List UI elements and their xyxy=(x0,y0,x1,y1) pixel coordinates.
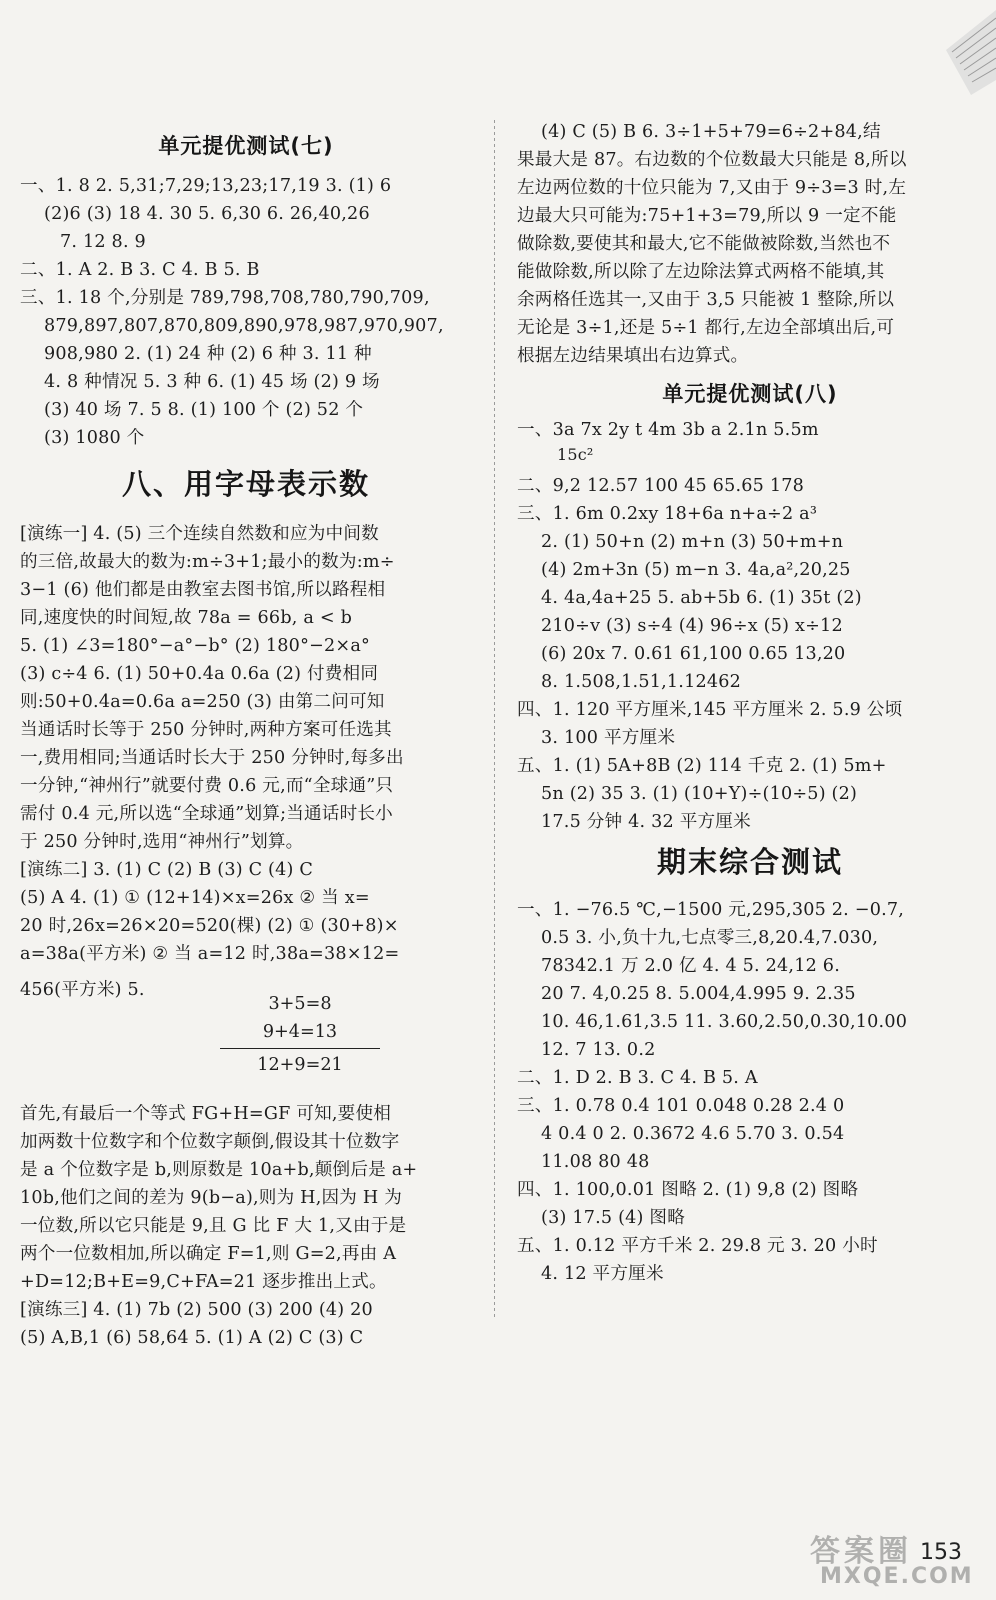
watermark-main: 答案圈 xyxy=(810,1534,912,1569)
answer-line: +D=12;B+E=9,C+FA=21 逐步推出上式。 xyxy=(20,1272,387,1292)
answer-line: 三、1. 6m 0.2xy 18+6a n+a÷2 a³ xyxy=(517,504,818,524)
answer-line: 2. (1) 50+n (2) m+n (3) 50+m+n xyxy=(541,532,844,552)
unit-test-7-answers-cont xyxy=(517,118,983,370)
answer-line: 果最大是 87。右边数的个位数最大只能是 8,所以 xyxy=(517,150,907,170)
answer-line: 四、1. 120 平方厘米,145 平方厘米 2. 5.9 公顷 xyxy=(517,700,903,720)
answer-line: 同,速度快的时间短,故 78a = 66b, a < b xyxy=(20,608,353,628)
final-test-title: 期末综合测试 xyxy=(656,845,843,879)
unit-test-7-answers xyxy=(20,172,472,452)
answer-line: 根据左边结果填出右边算式。 xyxy=(517,346,749,366)
answer-line: 3−1 (6) 他们都是由教室去图书馆,所以路程相 xyxy=(20,580,386,600)
answer-line: 无论是 3÷1,还是 5÷1 都行,左边全部填出后,可 xyxy=(517,318,895,338)
unit-test-8-answers xyxy=(517,416,983,836)
answer-line: 5n (2) 35 3. (1) (10+Y)÷(10÷5) (2) xyxy=(541,784,858,804)
answer-line: (6) 20x 7. 0.61 61,100 0.65 13,20 xyxy=(541,644,846,664)
answer-line: 两个一位数相加,所以确定 F=1,则 G=2,再由 A xyxy=(20,1244,397,1264)
chapter-8-answers-cont xyxy=(20,1100,472,1352)
answer-line: 二、9,2 12.57 100 45 65.65 178 xyxy=(517,476,805,496)
answer-line: 10. 46,1.61,3.5 11. 3.60,2.50,0.30,10.00 xyxy=(541,1012,908,1032)
chapter-8-title: 八、用字母表示数 xyxy=(121,467,370,501)
answer-line: (4) C (5) B 6. 3÷1+5+79=6÷2+84,结 xyxy=(541,122,881,142)
answer-line: [演练一] 4. (5) 三个连续自然数和应为中间数 xyxy=(20,524,379,544)
answer-line: 的三倍,故最大的数为:m÷3+1;最小的数为:m÷ xyxy=(20,552,395,572)
answer-line: 8. 1.508,1.51,1.12462 xyxy=(541,672,742,692)
addition-row-1: 3+5=8 xyxy=(268,994,332,1014)
answer-line: (5) A 4. (1) ① (12+14)×x=26x ② 当 x= xyxy=(20,888,370,908)
answer-line: 78342.1 万 2.0 亿 4. 4 5. 24,12 6. xyxy=(541,956,840,976)
answer-line: 4. 12 平方厘米 xyxy=(541,1264,664,1284)
answer-line: a=38a(平方米) ② 当 a=12 时,38a=38×12= xyxy=(20,944,400,964)
answer-line: 首先,有最后一个等式 FG+H=GF 可知,要使相 xyxy=(20,1104,392,1124)
answer-line: 12. 7 13. 0.2 xyxy=(541,1040,656,1060)
answer-line: (3) 40 场 7. 5 8. (1) 100 个 (2) 52 个 xyxy=(44,400,364,420)
answer-line: 余两格任选其一,又由于 3,5 只能被 1 整除,所以 xyxy=(517,290,895,310)
vertical-addition xyxy=(220,990,380,1079)
answer-line: 908,980 2. (1) 24 种 (2) 6 种 3. 11 种 xyxy=(44,344,372,364)
answer-line: 三、1. 18 个,分别是 789,798,708,780,790,709, xyxy=(20,288,430,308)
watermark-url: MXQE.COM xyxy=(820,1564,974,1589)
answer-line: [演练二] 3. (1) C (2) B (3) C (4) C xyxy=(20,860,314,880)
answer-line: 20 时,26x=26×20=520(棵) (2) ① (30+8)× xyxy=(20,916,399,936)
corner-decoration-icon xyxy=(926,0,996,110)
answer-line: (2)6 (3) 18 4. 30 5. 6,30 6. 26,40,26 xyxy=(44,204,370,224)
answer-line: 加两数十位数字和个位数字颠倒,假设其十位数字 xyxy=(20,1132,400,1152)
answer-line: (4) 2m+3n (5) m−n 3. 4a,a²,20,25 xyxy=(541,560,851,580)
answer-line: (5) A,B,1 (6) 58,64 5. (1) A (2) C (3) C xyxy=(20,1328,364,1348)
answer-line: 3. 100 平方厘米 xyxy=(541,728,676,748)
answer-line: 879,897,807,870,809,890,978,987,970,907, xyxy=(44,316,444,336)
watermark-logo xyxy=(800,1524,980,1594)
answer-line: 是 a 个位数字是 b,则原数是 10a+b,颠倒后是 a+ xyxy=(20,1160,418,1180)
answer-line: 456(平方米) 5. xyxy=(20,980,145,1000)
addition-row-2: 9+4=13 xyxy=(262,1022,338,1042)
right-column xyxy=(517,0,983,1600)
answer-line: 4. 4a,4a+25 5. ab+5b 6. (1) 35t (2) xyxy=(541,588,862,608)
answer-line: 于 250 分钟时,选用“神州行”划算。 xyxy=(20,832,304,852)
answer-line: 一分钟,“神州行”就要付费 0.6 元,而“全球通”只 xyxy=(20,776,394,796)
answer-line: 二、1. D 2. B 3. C 4. B 5. A xyxy=(517,1068,758,1088)
answer-line: 则:50+0.4a=0.6a a=250 (3) 由第二问可知 xyxy=(20,692,385,712)
answer-line: 一、1. −76.5 ℃,−1500 元,295,305 2. −0.7, xyxy=(517,900,905,920)
sum-rule xyxy=(220,1048,380,1049)
answer-line: 能做除数,所以除了左边除法算式两格不能填,其 xyxy=(517,262,885,282)
answer-line: 7. 12 8. 9 xyxy=(60,232,146,252)
answer-line: 210÷v (3) s÷4 (4) 96÷x (5) x÷12 xyxy=(541,616,843,636)
answer-line: 一位数,所以它只能是 9,且 G 比 F 大 1,又由于是 xyxy=(20,1216,407,1236)
answer-line: 一、3a 7x 2y t 4m 3b a 2.1n 5.5m xyxy=(517,420,819,440)
unit-test-7-title: 单元提优测试(七) xyxy=(158,134,334,158)
answer-line: 做除数,要使其和最大,它不能做被除数,当然也不 xyxy=(517,234,891,254)
answer-line: 10b,他们之间的差为 9(b−a),则为 H,因为 H 为 xyxy=(20,1188,403,1208)
answer-line: 需付 0.4 元,所以选“全球通”划算;当通话时长小 xyxy=(20,804,393,824)
answer-line: 五、1. (1) 5A+8B (2) 114 千克 2. (1) 5m+ xyxy=(517,756,887,776)
answer-line: 当通话时长等于 250 分钟时,两种方案可任选其 xyxy=(20,720,392,740)
left-column xyxy=(20,0,472,1600)
addition-row-3: 12+9=21 xyxy=(257,1055,343,1075)
answer-line: 四、1. 100,0.01 图略 2. (1) 9,8 (2) 图略 xyxy=(517,1180,859,1200)
answer-line: 三、1. 0.78 0.4 101 0.048 0.28 2.4 0 xyxy=(517,1096,845,1116)
final-test-answers xyxy=(517,896,983,1288)
answer-line: 20 7. 4,0.25 8. 5.004,4.995 9. 2.35 xyxy=(541,984,856,1004)
column-divider xyxy=(494,120,495,1320)
answer-line: [演练三] 4. (1) 7b (2) 500 (3) 200 (4) 20 xyxy=(20,1300,373,1320)
answer-line: 0.5 3. 小,负十九,七点零三,8,20.4,7.030, xyxy=(541,928,879,948)
answer-line: 4. 8 种情况 5. 3 种 6. (1) 45 场 (2) 9 场 xyxy=(44,372,380,392)
unit-test-8-title: 单元提优测试(八) xyxy=(662,382,838,406)
answer-line: 一、1. 8 2. 5,31;7,29;13,23;17,19 3. (1) 6 xyxy=(20,176,392,196)
answer-line: 15c² xyxy=(557,445,594,464)
answer-line: 17.5 分钟 4. 32 平方厘米 xyxy=(541,812,751,832)
answer-line: 二、1. A 2. B 3. C 4. B 5. B xyxy=(20,260,260,280)
answer-line: 11.08 80 48 xyxy=(541,1152,650,1172)
page-number: 153 xyxy=(920,1540,962,1565)
answer-line: (3) 17.5 (4) 图略 xyxy=(541,1208,685,1228)
chapter-8-answers xyxy=(20,520,472,1004)
answer-line: 左边两位数的十位只能为 7,又由于 9÷3=3 时,左 xyxy=(517,178,907,198)
answer-line: 5. (1) ∠3=180°−a°−b° (2) 180°−2×a° xyxy=(20,636,371,656)
answer-line: 4 0.4 0 2. 0.3672 4.6 5.70 3. 0.54 xyxy=(541,1124,845,1144)
answer-line: 五、1. 0.12 平方千米 2. 29.8 元 3. 20 小时 xyxy=(517,1236,878,1256)
answer-line: 边最大只可能为:75+1+3=79,所以 9 一定不能 xyxy=(517,206,897,226)
answer-line: (3) 1080 个 xyxy=(44,428,145,448)
answer-line: (3) c÷4 6. (1) 50+0.4a 0.6a (2) 付费相同 xyxy=(20,664,379,684)
answer-line: 一,费用相同;当通话时长大于 250 分钟时,每多出 xyxy=(20,748,404,768)
